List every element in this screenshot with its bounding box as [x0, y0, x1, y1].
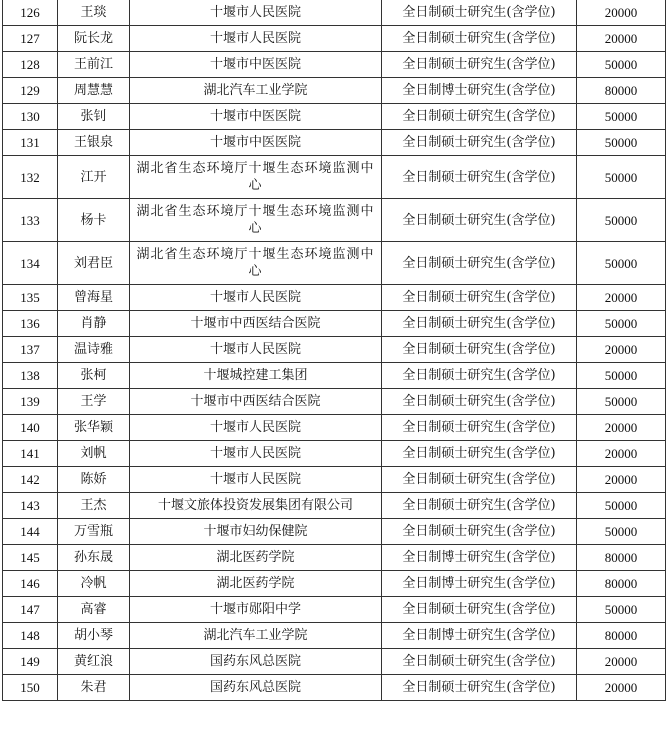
row-degree-cell: 全日制硕士研究生(含学位) [382, 199, 577, 242]
table-row [3, 363, 666, 389]
row-amount-cell: 80000 [577, 78, 666, 104]
row-number-cell: 146 [3, 571, 58, 597]
row-number-cell: 139 [3, 389, 58, 415]
table-row [3, 0, 666, 26]
table-row [3, 389, 666, 415]
row-number-cell: 128 [3, 52, 58, 78]
row-unit-cell: 十堰城控建工集团 [130, 363, 382, 389]
row-number-cell: 137 [3, 337, 58, 363]
table-row [3, 242, 666, 285]
row-amount-cell: 50000 [577, 389, 666, 415]
table-row [3, 649, 666, 675]
table-row [3, 441, 666, 467]
row-degree-cell: 全日制硕士研究生(含学位) [382, 649, 577, 675]
row-name-cell: 冷帆 [58, 571, 130, 597]
row-degree-cell: 全日制硕士研究生(含学位) [382, 467, 577, 493]
subsidy-table [2, 0, 666, 701]
row-name-cell: 王银泉 [58, 130, 130, 156]
row-name-cell: 张钊 [58, 104, 130, 130]
row-name-cell: 杨卡 [58, 199, 130, 242]
row-name-cell: 张柯 [58, 363, 130, 389]
row-degree-cell: 全日制硕士研究生(含学位) [382, 493, 577, 519]
row-name-cell: 万雪瓶 [58, 519, 130, 545]
row-amount-cell: 50000 [577, 130, 666, 156]
row-number-cell: 147 [3, 597, 58, 623]
row-amount-cell: 50000 [577, 242, 666, 285]
row-name-cell: 温诗雅 [58, 337, 130, 363]
table-row [3, 26, 666, 52]
row-degree-cell: 全日制硕士研究生(含学位) [382, 337, 577, 363]
table-row [3, 199, 666, 242]
row-name-cell: 刘帆 [58, 441, 130, 467]
row-degree-cell: 全日制硕士研究生(含学位) [382, 26, 577, 52]
row-degree-cell: 全日制博士研究生(含学位) [382, 571, 577, 597]
row-amount-cell: 50000 [577, 597, 666, 623]
row-unit-cell: 湖北省生态环境厅十堰生态环境监测中心 [130, 199, 382, 242]
row-number-cell: 145 [3, 545, 58, 571]
row-degree-cell: 全日制硕士研究生(含学位) [382, 597, 577, 623]
table-row [3, 623, 666, 649]
row-number-cell: 143 [3, 493, 58, 519]
row-amount-cell: 50000 [577, 493, 666, 519]
row-degree-cell: 全日制硕士研究生(含学位) [382, 415, 577, 441]
row-number-cell: 126 [3, 0, 58, 26]
row-unit-cell: 十堰市人民医院 [130, 337, 382, 363]
row-unit-cell: 国药东风总医院 [130, 675, 382, 701]
row-amount-cell: 20000 [577, 415, 666, 441]
row-name-cell: 黄红浪 [58, 649, 130, 675]
row-unit-cell: 十堰市中医医院 [130, 52, 382, 78]
table-row [3, 285, 666, 311]
table-row [3, 337, 666, 363]
table-row [3, 675, 666, 701]
row-unit-cell: 湖北汽车工业学院 [130, 78, 382, 104]
row-amount-cell: 80000 [577, 623, 666, 649]
row-degree-cell: 全日制硕士研究生(含学位) [382, 242, 577, 285]
row-amount-cell: 50000 [577, 519, 666, 545]
row-unit-cell: 十堰市妇幼保健院 [130, 519, 382, 545]
row-unit-cell: 十堰市人民医院 [130, 415, 382, 441]
row-number-cell: 133 [3, 199, 58, 242]
row-number-cell: 140 [3, 415, 58, 441]
table-body [3, 0, 666, 701]
row-number-cell: 144 [3, 519, 58, 545]
row-name-cell: 阮长龙 [58, 26, 130, 52]
row-name-cell: 王前江 [58, 52, 130, 78]
row-name-cell: 刘君臣 [58, 242, 130, 285]
row-name-cell: 王琰 [58, 0, 130, 26]
row-number-cell: 131 [3, 130, 58, 156]
row-number-cell: 130 [3, 104, 58, 130]
table-row [3, 104, 666, 130]
row-unit-cell: 十堰市中医医院 [130, 104, 382, 130]
row-degree-cell: 全日制硕士研究生(含学位) [382, 52, 577, 78]
row-degree-cell: 全日制硕士研究生(含学位) [382, 363, 577, 389]
row-unit-cell: 湖北省生态环境厅十堰生态环境监测中心 [130, 242, 382, 285]
row-name-cell: 江开 [58, 156, 130, 199]
row-amount-cell: 80000 [577, 545, 666, 571]
row-amount-cell: 20000 [577, 0, 666, 26]
row-degree-cell: 全日制博士研究生(含学位) [382, 78, 577, 104]
row-amount-cell: 50000 [577, 199, 666, 242]
row-number-cell: 132 [3, 156, 58, 199]
row-amount-cell: 20000 [577, 441, 666, 467]
row-name-cell: 胡小琴 [58, 623, 130, 649]
row-amount-cell: 50000 [577, 104, 666, 130]
row-unit-cell: 国药东风总医院 [130, 649, 382, 675]
table-row [3, 493, 666, 519]
row-unit-cell: 十堰市人民医院 [130, 285, 382, 311]
row-number-cell: 129 [3, 78, 58, 104]
row-unit-cell: 十堰市中西医结合医院 [130, 311, 382, 337]
row-unit-cell: 十堰市中西医结合医院 [130, 389, 382, 415]
table-row [3, 519, 666, 545]
row-number-cell: 135 [3, 285, 58, 311]
row-name-cell: 周慧慧 [58, 78, 130, 104]
row-amount-cell: 20000 [577, 285, 666, 311]
table-row [3, 52, 666, 78]
row-number-cell: 149 [3, 649, 58, 675]
table-row [3, 467, 666, 493]
row-unit-cell: 十堰市人民医院 [130, 26, 382, 52]
table-row [3, 130, 666, 156]
row-unit-cell: 十堰文旅体投资发展集团有限公司 [130, 493, 382, 519]
row-degree-cell: 全日制硕士研究生(含学位) [382, 104, 577, 130]
row-degree-cell: 全日制硕士研究生(含学位) [382, 675, 577, 701]
row-number-cell: 127 [3, 26, 58, 52]
row-amount-cell: 50000 [577, 311, 666, 337]
row-name-cell: 陈娇 [58, 467, 130, 493]
row-unit-cell: 湖北省生态环境厅十堰生态环境监测中心 [130, 156, 382, 199]
row-degree-cell: 全日制硕士研究生(含学位) [382, 0, 577, 26]
row-name-cell: 张华颖 [58, 415, 130, 441]
table-row [3, 571, 666, 597]
row-unit-cell: 十堰市人民医院 [130, 0, 382, 26]
row-amount-cell: 20000 [577, 467, 666, 493]
row-degree-cell: 全日制硕士研究生(含学位) [382, 441, 577, 467]
row-amount-cell: 20000 [577, 649, 666, 675]
row-number-cell: 136 [3, 311, 58, 337]
row-unit-cell: 十堰市中医医院 [130, 130, 382, 156]
row-name-cell: 王杰 [58, 493, 130, 519]
table-row [3, 597, 666, 623]
row-amount-cell: 20000 [577, 675, 666, 701]
table-row [3, 545, 666, 571]
row-unit-cell: 湖北医药学院 [130, 571, 382, 597]
row-number-cell: 142 [3, 467, 58, 493]
row-number-cell: 134 [3, 242, 58, 285]
row-name-cell: 高睿 [58, 597, 130, 623]
row-name-cell: 朱君 [58, 675, 130, 701]
row-name-cell: 肖静 [58, 311, 130, 337]
row-name-cell: 曾海星 [58, 285, 130, 311]
row-degree-cell: 全日制博士研究生(含学位) [382, 623, 577, 649]
table-row [3, 156, 666, 199]
row-degree-cell: 全日制硕士研究生(含学位) [382, 389, 577, 415]
row-degree-cell: 全日制硕士研究生(含学位) [382, 156, 577, 199]
row-amount-cell: 50000 [577, 363, 666, 389]
row-unit-cell: 十堰市郧阳中学 [130, 597, 382, 623]
row-number-cell: 148 [3, 623, 58, 649]
row-degree-cell: 全日制硕士研究生(含学位) [382, 130, 577, 156]
row-unit-cell: 湖北汽车工业学院 [130, 623, 382, 649]
row-amount-cell: 20000 [577, 26, 666, 52]
row-degree-cell: 全日制硕士研究生(含学位) [382, 311, 577, 337]
row-degree-cell: 全日制硕士研究生(含学位) [382, 285, 577, 311]
row-number-cell: 138 [3, 363, 58, 389]
row-number-cell: 150 [3, 675, 58, 701]
row-degree-cell: 全日制硕士研究生(含学位) [382, 519, 577, 545]
row-number-cell: 141 [3, 441, 58, 467]
row-amount-cell: 50000 [577, 52, 666, 78]
row-amount-cell: 20000 [577, 337, 666, 363]
row-amount-cell: 80000 [577, 571, 666, 597]
table-row [3, 311, 666, 337]
row-unit-cell: 十堰市人民医院 [130, 441, 382, 467]
row-unit-cell: 湖北医药学院 [130, 545, 382, 571]
row-name-cell: 王学 [58, 389, 130, 415]
table-row [3, 415, 666, 441]
row-amount-cell: 50000 [577, 156, 666, 199]
row-name-cell: 孙东晟 [58, 545, 130, 571]
table-row [3, 78, 666, 104]
row-degree-cell: 全日制博士研究生(含学位) [382, 545, 577, 571]
row-unit-cell: 十堰市人民医院 [130, 467, 382, 493]
